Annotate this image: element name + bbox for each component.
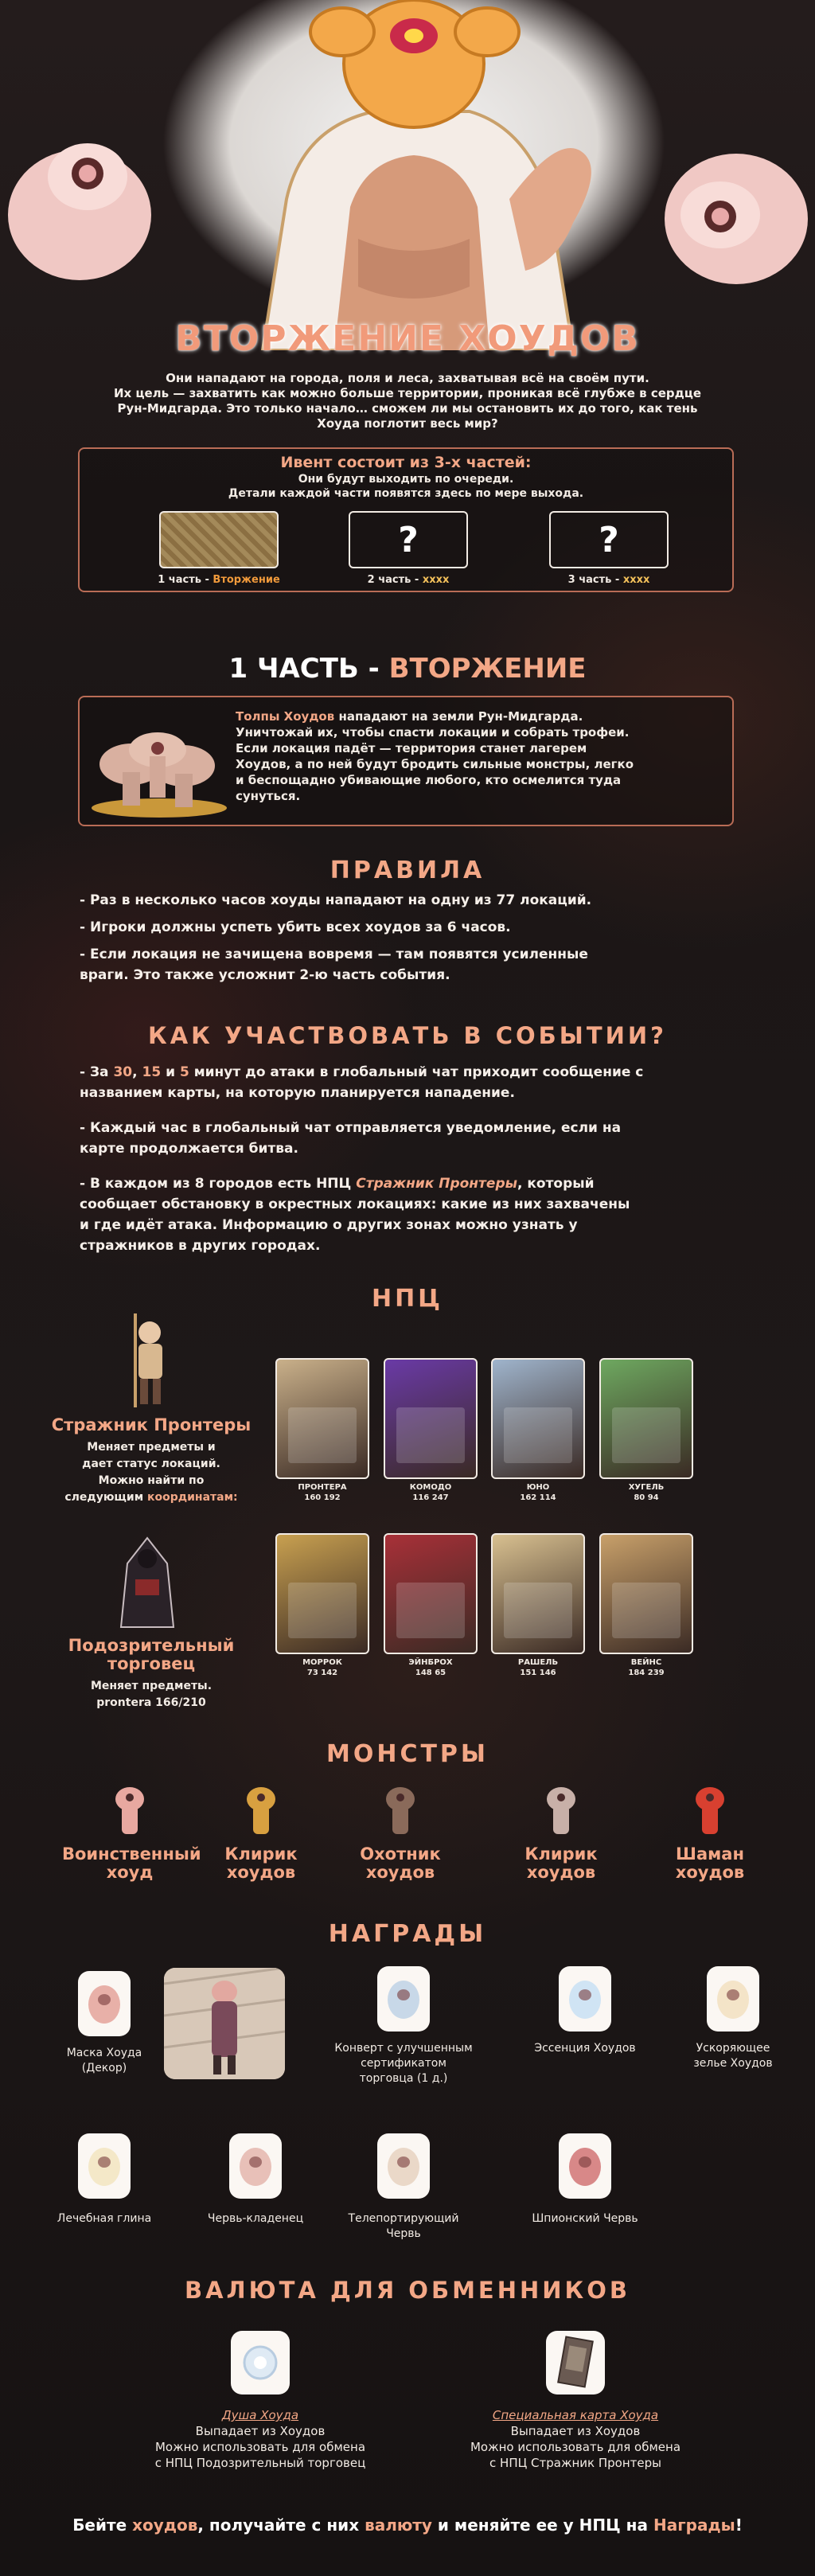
- guard-npc-name: Стражник Пронтеры: [51, 1415, 252, 1434]
- npc-title: НПЦ: [371, 1285, 444, 1313]
- monster-name: Охотник хоудов: [360, 1844, 441, 1882]
- city-caption: [591, 1657, 702, 1678]
- rule-item: - Если локация не зачищена вовремя — там появятся усиленные: [80, 946, 588, 962]
- merchant-sprite-icon: [111, 1532, 183, 1635]
- monster-name: Клирик хоудов: [224, 1844, 298, 1882]
- parts-sub1: Они будут выходить по очереди.: [298, 473, 514, 486]
- pink-hode-left-icon: [8, 143, 151, 280]
- reward-card[interactable]: [707, 1966, 759, 2032]
- reward-item-icon: [377, 1966, 430, 2032]
- how-list: - За 30, 15 и 5 минут до атаки в глобальный чат приходит сообщение с названием карты, на которую планируется нападение. - Каждый час в глобальный чат отправляется уведомление, если на карте продолжается битва. - В каждом из 8 городов есть НПЦ Стражник Пронтеры, который сообщает обстановку в окрестных локациях: какие из них захвачены и где идёт атака. Информацию о других зонах можно узнать у стражников в других городах.: [80, 1062, 740, 1256]
- reward-caption: Шпионский Червь: [532, 2212, 638, 2225]
- city-name: МОРРОК: [302, 1658, 342, 1667]
- card-icon: [546, 2331, 605, 2395]
- city-thumbnail[interactable]: [599, 1358, 693, 1479]
- card-caption: Специальная карта Хоуда Выпадает из Хоудов Можно использовать для обмена с НПЦ Стражник Пронтеры: [440, 2407, 711, 2471]
- card-name: Специальная карта Хоуда: [492, 2408, 659, 2422]
- city-thumbnail[interactable]: [275, 1358, 369, 1479]
- city-image-detail: [504, 1407, 572, 1463]
- city-name: ВЕЙНС: [630, 1658, 662, 1667]
- part1-title: 1 ЧАСТЬ - ВТОРЖЕНИЕ: [228, 653, 587, 685]
- city-caption: [267, 1657, 378, 1678]
- soul-card[interactable]: [231, 2331, 290, 2395]
- reward-card[interactable]: [377, 1966, 430, 2032]
- monster-icon: [237, 1783, 285, 1837]
- reward-item-icon: [78, 1971, 131, 2036]
- city-caption: [482, 1657, 594, 1678]
- reward-item-icon: [559, 2133, 611, 2199]
- city-coords: 160 192: [304, 1493, 341, 1502]
- city-coords: 116 247: [412, 1493, 449, 1502]
- reward-caption: Маска Хоуда (Декор): [66, 2047, 142, 2074]
- city-caption: [267, 1482, 378, 1503]
- city-image-detail: [504, 1583, 572, 1638]
- city-image-detail: [288, 1583, 357, 1638]
- card-card[interactable]: [546, 2331, 605, 2395]
- reward-card[interactable]: [78, 1971, 131, 2036]
- soul-icon: [231, 2331, 290, 2395]
- part1-thumbnail[interactable]: [159, 511, 279, 568]
- reward-card[interactable]: [377, 2133, 430, 2199]
- city-name: ХУГЕЛЬ: [628, 1483, 665, 1492]
- rewards-title: НАГРАДЫ: [328, 1920, 487, 1948]
- rule-item: враги. Это также усложнит 2-ю часть события.: [80, 967, 450, 983]
- city-name: КОМОДО: [409, 1483, 452, 1492]
- city-coords: 80 94: [634, 1493, 659, 1502]
- reward-card[interactable]: [78, 2133, 131, 2199]
- reward-item-icon: [559, 1966, 611, 2032]
- city-name: ЭЙНБРОХ: [408, 1658, 453, 1667]
- soul-caption: Душа Хоуда Выпадает из Хоудов Можно использовать для обмена с НПЦ Подозрительный торговец: [125, 2407, 396, 2471]
- guard-npc-desc: Меняет предметы и дает статус локаций. Можно найти по следующим координатам:: [64, 1441, 238, 1504]
- parts-panel: [78, 447, 734, 592]
- city-thumbnail[interactable]: [491, 1533, 585, 1654]
- hero-art: [0, 0, 815, 350]
- city-caption: [375, 1657, 486, 1678]
- reward-item-icon: [707, 1966, 759, 2032]
- part2-placeholder[interactable]: ?: [349, 511, 468, 568]
- reward-item-icon: [229, 2133, 282, 2199]
- city-caption: [591, 1482, 702, 1503]
- reward-card[interactable]: [559, 1966, 611, 2032]
- hero-intro: Они нападают на города, поля и леса, захватывая всё на своём пути. Их цель — захватить как можно больше территории, проникая всё глубже в сердце Рун-Мидгарда. Это только начало… сможем ли мы остановить их до того, как тень Хоуда поглотит весь мир?: [113, 371, 702, 431]
- city-image-detail: [396, 1583, 465, 1638]
- city-caption: [482, 1482, 594, 1503]
- city-image-detail: [612, 1407, 680, 1463]
- monster-name: Клирик хоудов: [524, 1844, 598, 1882]
- city-thumbnail[interactable]: [599, 1533, 693, 1654]
- rule-item: - Раз в несколько часов хоуды нападают на одну из 77 локаций.: [80, 892, 592, 908]
- reward-caption: Телепортирующий Червь: [348, 2212, 459, 2240]
- part3-label: 3 часть - xxxx: [567, 574, 650, 586]
- how-item: - Каждый час в глобальный чат отправляется уведомление, если на: [80, 1120, 622, 1136]
- city-image-detail: [288, 1407, 357, 1463]
- currency-title: ВАЛЮТА ДЛЯ ОБМЕННИКОВ: [184, 2277, 631, 2304]
- monster-name: Шаман хоудов: [675, 1844, 745, 1882]
- merchant-npc-name: Подозрительный торговец: [68, 1636, 235, 1673]
- city-coords: 148 65: [415, 1669, 446, 1677]
- city-image-detail: [396, 1407, 465, 1463]
- city-thumbnail[interactable]: [384, 1358, 478, 1479]
- part1-description: Толпы Хоудов нападают на земли Рун-Мидгарда. Уничтожай их, чтобы спасти локации и собрать трофеи. Если локация падёт — территория станет лагерем Хоудов, а по ней будут бродить сильные монстры, легко и беспощадно убивающие любого, кто осмелится туда сунуться.: [236, 709, 634, 803]
- monsters-title: МОНСТРЫ: [326, 1740, 489, 1768]
- city-image-detail: [612, 1583, 680, 1638]
- reward-caption: Червь-кладенец: [207, 2212, 304, 2225]
- reward-item-icon: [78, 2133, 131, 2199]
- reward-item-icon: [377, 2133, 430, 2199]
- parts-sub2: Детали каждой части появятся здесь по мере выхода.: [228, 487, 584, 500]
- part1-panel: [78, 696, 734, 826]
- city-coords: 184 239: [628, 1669, 665, 1677]
- monster-icon: [376, 1783, 424, 1837]
- monster-icon: [537, 1783, 585, 1837]
- part2-label: 2 часть - xxxx: [367, 574, 450, 586]
- city-caption: [375, 1482, 486, 1503]
- part3-placeholder[interactable]: ?: [549, 511, 669, 568]
- city-coords: 162 114: [520, 1493, 556, 1502]
- part1-label: 1 часть - Вторжение: [158, 574, 280, 586]
- city-thumbnail[interactable]: [275, 1533, 369, 1654]
- hode-crowd-icon: [88, 708, 231, 820]
- pink-hode-right-icon: [665, 154, 808, 284]
- city-thumbnail[interactable]: [491, 1358, 585, 1479]
- reward-caption: Эссенция Хоудов: [534, 2042, 636, 2055]
- city-coords: 73 142: [306, 1669, 338, 1677]
- guard-sprite-icon: [118, 1310, 181, 1414]
- hode-boss-icon: [263, 0, 591, 350]
- city-coords: 151 146: [520, 1669, 556, 1677]
- merchant-npc-desc: Меняет предметы. prontera 166/210: [90, 1680, 213, 1709]
- rules-title: ПРАВИЛА: [330, 857, 485, 884]
- how-title: КАК УЧАСТВОВАТЬ В СОБЫТИИ?: [148, 1022, 667, 1049]
- footer-callout: Бейте хоудов, получайте с них валюту и меняйте ее у НПЦ на Награды!: [72, 2516, 743, 2535]
- rule-item: - Игроки должны успеть убить всех хоудов за 6 часов.: [80, 919, 511, 935]
- city-name: ЮНО: [526, 1483, 550, 1492]
- parts-heading: Ивент состоит из 3-х частей:: [280, 454, 532, 471]
- reward-caption: Лечебная глина: [57, 2212, 152, 2225]
- rules-list: [80, 890, 740, 986]
- soul-name: Душа Хоуда: [221, 2408, 299, 2422]
- monster-icon: [106, 1783, 154, 1837]
- reward-caption: Конверт с улучшенным сертификатом торговца (1 д.): [334, 2042, 473, 2085]
- hero-title: ВТОРЖЕНИЕ ХОУДОВ: [175, 318, 640, 359]
- city-name: РАШЕЛЬ: [517, 1658, 559, 1667]
- reward-caption: Ускоряющее зелье Хоудов: [693, 2042, 773, 2070]
- reward-card[interactable]: [229, 2133, 282, 2199]
- city-name: ПРОНТЕРА: [298, 1483, 347, 1492]
- monster-name: Воинственный хоуд: [62, 1844, 201, 1882]
- how-item: - В каждом из 8 городов есть НПЦ Стражник Пронтеры, который: [80, 1176, 595, 1192]
- how-item: - За 30, 15 и 5 минут до атаки в глобальный чат приходит сообщение с: [80, 1064, 644, 1080]
- city-thumbnail[interactable]: [384, 1533, 478, 1654]
- monster-icon: [686, 1783, 734, 1837]
- reward-card[interactable]: [559, 2133, 611, 2199]
